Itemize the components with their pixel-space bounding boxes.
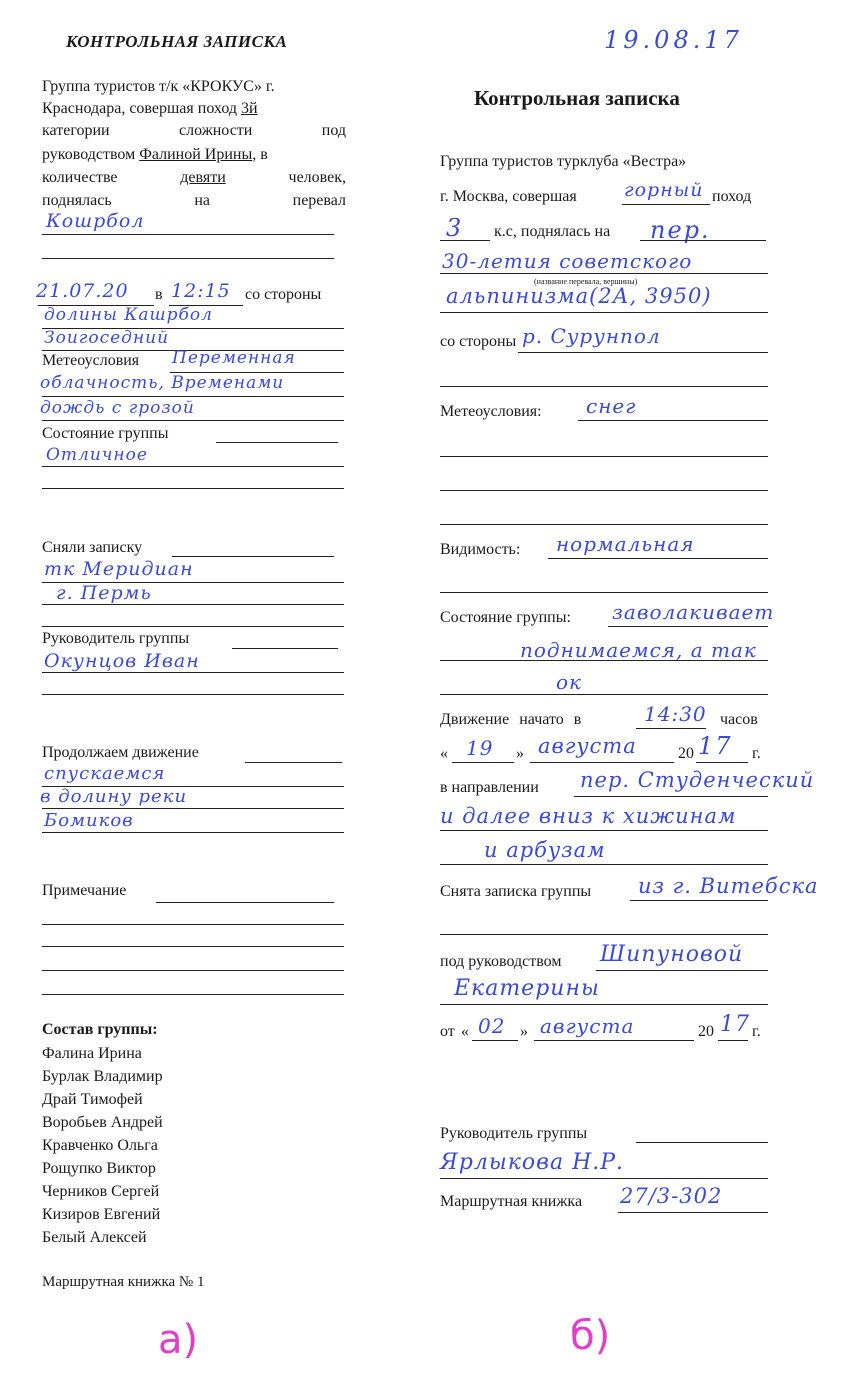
left-hw-date: 21.07.20 (36, 280, 129, 302)
right-hw-visibility: нормальная (556, 532, 695, 556)
right-title: Контрольная записка (474, 86, 680, 110)
right-hw-from-month: августа (540, 1014, 635, 1038)
left-hw-weather-2: облачность, Временами (40, 373, 285, 393)
right-hw-state-1: заволакивает (612, 600, 775, 624)
left-title: КОНТРОЛЬНАЯ ЗАПИСКА (66, 32, 288, 51)
left-state-label: Состояние группы (42, 425, 169, 442)
right-hw-day: 19 (466, 736, 494, 760)
right-under-label: под руководством (440, 953, 562, 970)
right-hw-from-year: 17 (720, 1012, 750, 1037)
right-intro-line2a: г. Москва, совершая (440, 188, 577, 205)
left-hw-time: 12:15 (171, 280, 231, 302)
left-hw-pass: Кошрбол (46, 210, 145, 232)
left-hw-weather-3: дождь с грозой (40, 398, 195, 418)
right-hw-side: р. Сурунпол (522, 324, 661, 348)
left-hw-side-1: долины Кашрбол (44, 305, 213, 325)
right-pass-caption: (название перевала, вершины) (534, 277, 638, 286)
left-intro-line3: категории сложности под (42, 122, 346, 139)
right-hw-under-2: Екатерины (454, 976, 600, 1001)
left-intro-line4: руководством Фалиной Ирины, в (42, 146, 268, 163)
left-member: Фалина Ирина (42, 1045, 142, 1062)
left-hw-took-2: г. Пермь (56, 582, 152, 604)
right-hw-pass-1: пер. (650, 216, 711, 244)
right-hw-leader: Ярлыкова Н.Р. (440, 1150, 625, 1175)
right-intro-line3: к.с, поднялась на (494, 223, 611, 240)
right-hw-weather: снег (586, 394, 637, 418)
left-hw-took-1: тк Меридиан (44, 558, 194, 580)
right-route-label: Маршрутная книжка (440, 1193, 583, 1210)
left-intro-line1: Группа туристов т/к «КРОКУС» г. (42, 78, 275, 95)
right-direction-label: в направлении (440, 779, 539, 796)
right-hw-date: 19.08.17 (604, 26, 743, 54)
left-intro-line6: поднялась на перевал (42, 192, 346, 209)
right-hw-direction-1: пер. Студенческий (580, 768, 815, 792)
right-weather-label: Метеоусловия: (440, 403, 542, 420)
right-side-label: со стороны (440, 333, 517, 350)
left-hw-state: Отличное (46, 445, 148, 465)
left-continue-label: Продолжаем движение (42, 744, 199, 761)
left-hw-continue-2: в долину реки (40, 786, 188, 807)
left-remark-label: Примечание (42, 882, 127, 899)
right-took-label: Снята записка группы (440, 883, 592, 900)
right-hw-year: 17 (698, 732, 733, 760)
left-member: Черников Сергей (42, 1183, 160, 1200)
left-member: Бурлак Владимир (42, 1068, 163, 1085)
left-member: Рощупко Виктор (42, 1160, 156, 1177)
right-hw-month: августа (538, 734, 637, 758)
right-state-label: Состояние группы: (440, 609, 571, 626)
right-from-label: от (440, 1023, 455, 1040)
left-members-title: Состав группы: (42, 1021, 158, 1038)
left-member: Кизиров Евгений (42, 1206, 161, 1223)
left-member: Воробьев Андрей (42, 1114, 163, 1131)
left-hw-continue-1: спускаемся (44, 763, 166, 784)
right-hw-state-2: поднимаемся, а так (520, 638, 757, 662)
right-hw-category: 3 (446, 214, 464, 242)
left-intro-line5: количестве девяти человек, (42, 169, 346, 186)
right-hours-label: часов (720, 711, 758, 728)
right-intro-line2b: поход (712, 188, 752, 205)
left-route-book: Маршрутная книжка № 1 (42, 1274, 205, 1290)
right-hw-pass-3: альпинизма(2А, 3950) (446, 284, 712, 308)
left-category-value: 3й (241, 100, 258, 117)
right-move-label: Движение начато в (440, 711, 582, 728)
right-hw-kind: горный (624, 179, 704, 201)
right-leader-label: Руководитель группы (440, 1125, 588, 1142)
left-member: Белый Алексей (42, 1229, 147, 1246)
left-weather-label: Метеоусловия (42, 352, 140, 369)
panel-label-a: а) (158, 1317, 199, 1363)
right-hw-pass-2: 30-летия советского (442, 249, 693, 273)
left-took-label: Сняли записку (42, 539, 143, 556)
left-leader-name: Фалиной Ирины (139, 146, 253, 163)
right-hw-move-time: 14:30 (644, 702, 707, 726)
right-hw-from-day: 02 (478, 1014, 506, 1038)
left-member: Драй Тимофей (42, 1091, 143, 1108)
left-leader-label: Руководитель группы (42, 630, 190, 647)
left-member: Кравченко Ольга (42, 1137, 158, 1154)
right-hw-took: из г. Витебска (638, 874, 819, 898)
right-hw-state-3: ок (556, 670, 582, 694)
right-intro-line1: Группа туристов турклуба «Вестра» (440, 153, 687, 170)
left-hw-leader: Окунцов Иван (44, 650, 200, 672)
panel-label-b: б) (570, 1313, 611, 1359)
left-hw-continue-3: Бомиков (44, 810, 134, 831)
right-visibility-label: Видимость: (440, 541, 521, 558)
left-hw-side-2: Зоигоседний (44, 328, 170, 348)
left-hw-weather-1: Переменная (172, 348, 296, 368)
right-hw-direction-3: и арбузам (484, 838, 606, 862)
right-hw-under-1: Шипуновой (600, 942, 744, 967)
left-intro-line2: Краснодара, совершая поход 3й (42, 100, 258, 117)
right-hw-direction-2: и далее вниз к хижинам (440, 804, 737, 828)
left-side-label: со стороны (245, 286, 322, 303)
right-hw-route: 27/3-302 (620, 1184, 723, 1208)
